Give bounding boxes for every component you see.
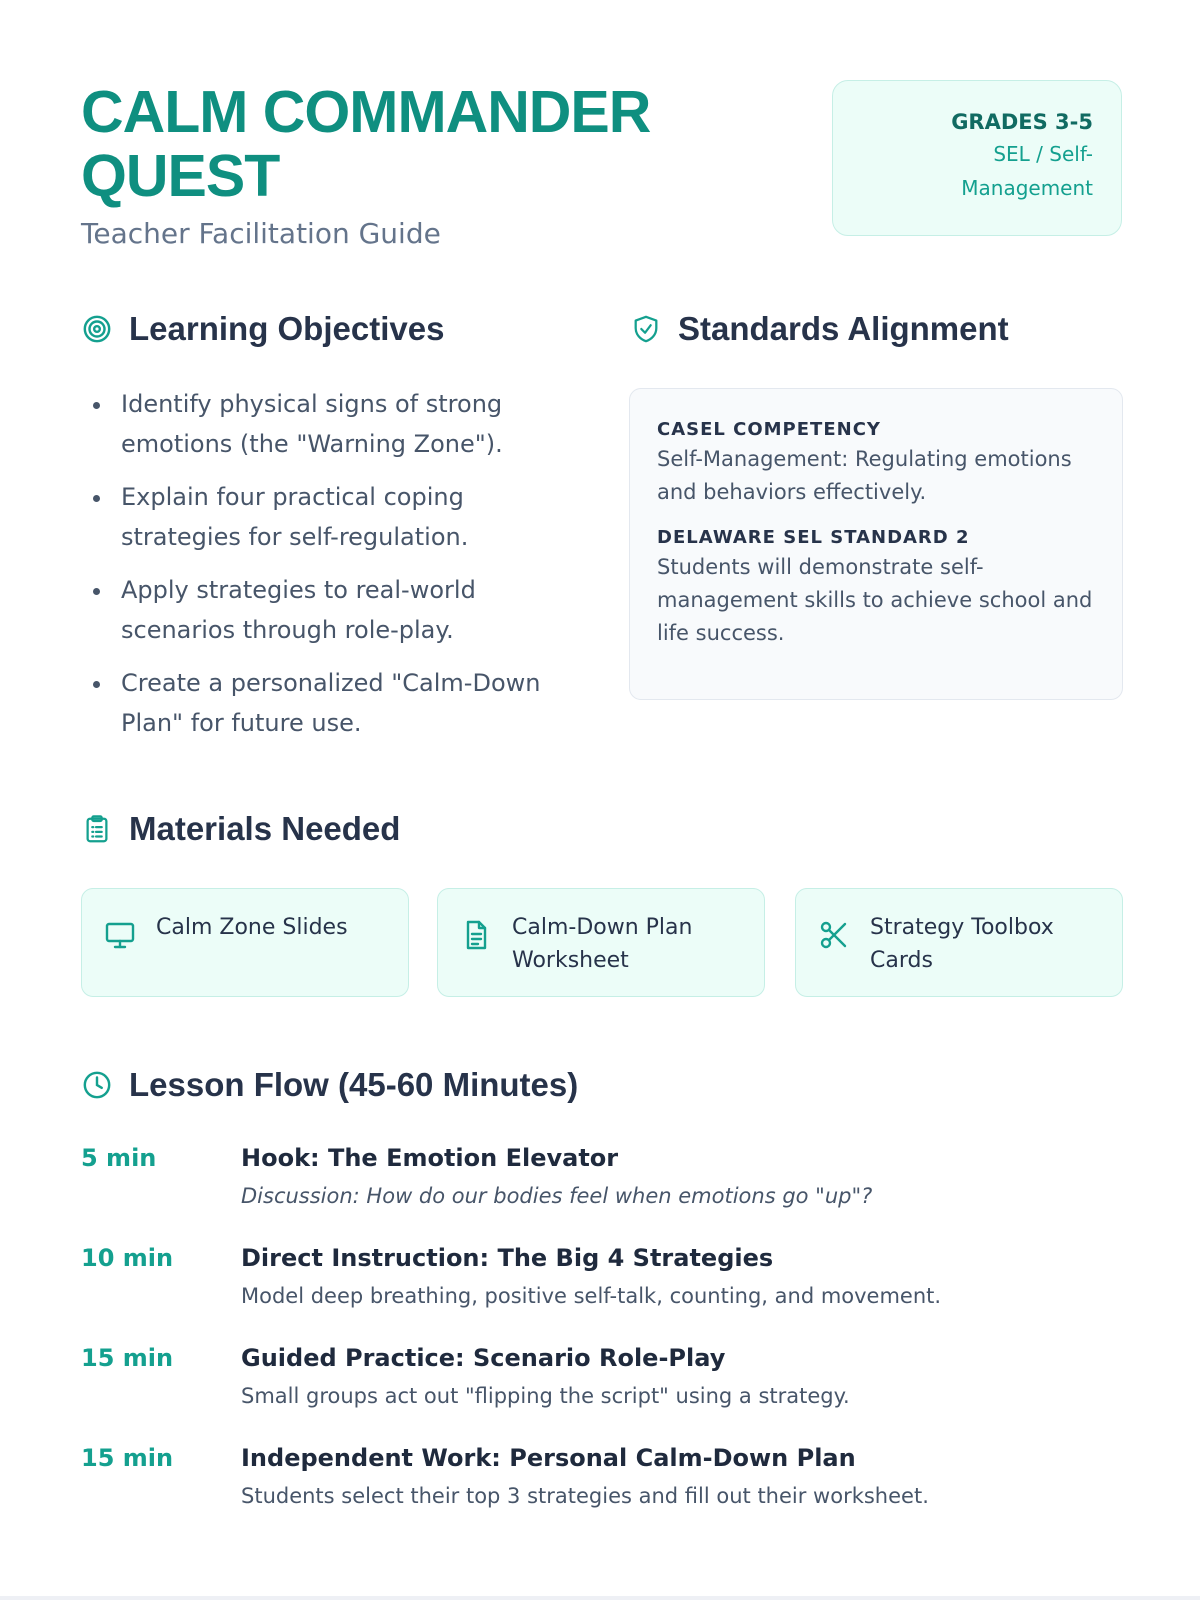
target-icon [81, 313, 113, 345]
standards-card [629, 388, 1123, 700]
flow-step-desc: Students select their top 3 strategies and fill out their worksheet. [241, 1484, 929, 1508]
header [81, 80, 1121, 260]
scissors-icon [816, 917, 852, 953]
materials-heading [81, 810, 400, 848]
flow-heading [81, 1066, 578, 1104]
material-card [81, 888, 409, 997]
page-title: CALM COMMANDER QUEST [81, 79, 651, 209]
flow-row [81, 1340, 1121, 1440]
standards-heading [630, 310, 1009, 348]
flow-row [81, 1440, 1121, 1540]
materials-title: Materials Needed [129, 810, 401, 847]
flow-step-title: Hook: The Emotion Elevator [241, 1144, 619, 1172]
list-item: Apply strategies to real-world scenarios through role-play. [86, 570, 586, 650]
flow-duration: 15 min [81, 1344, 174, 1372]
clipboard-icon [81, 813, 113, 845]
flow-duration: 5 min [81, 1144, 157, 1172]
list-item: Explain four practical coping strategies for self-regulation. [86, 477, 586, 557]
flow-duration: 10 min [81, 1244, 174, 1272]
flow-step-title: Direct Instruction: The Big 4 Strategies [241, 1244, 774, 1272]
page-subtitle: Teacher Facilitation Guide [81, 217, 441, 250]
flow-step-desc: Discussion: How do our bodies feel when emotions go "up"? [241, 1184, 873, 1208]
standard-text: Students will demonstrate self-management skills to achieve school and life success. [657, 555, 1093, 645]
flow-row [81, 1240, 1121, 1340]
standard-label: DELAWARE SEL STANDARD 2 [657, 527, 970, 548]
materials-list [81, 888, 1123, 997]
flow-step-title: Guided Practice: Scenario Role-Play [241, 1344, 726, 1372]
flow-row [81, 1140, 1121, 1240]
objectives-list [86, 384, 586, 756]
objectives-heading [81, 310, 444, 348]
flow-duration: 15 min [81, 1444, 174, 1472]
flow-title: Lesson Flow (45-60 Minutes) [129, 1066, 579, 1103]
grade-level: GRADES 3-5 [951, 110, 1093, 134]
material-label: Strategy Toolbox Cards [870, 915, 1054, 973]
flow-step-title: Independent Work: Personal Calm-Down Plan [241, 1444, 856, 1472]
flow-step-desc: Small groups act out "flipping the script" using a strategy. [241, 1384, 850, 1408]
shield-check-icon [630, 313, 662, 345]
list-item: Create a personalized "Calm-Down Plan" for future use. [86, 663, 586, 743]
grade-badge [832, 80, 1122, 236]
material-label: Calm Zone Slides [156, 915, 348, 940]
lesson-flow [81, 1140, 1121, 1540]
clock-icon [81, 1069, 113, 1101]
material-card [437, 888, 765, 997]
material-card [795, 888, 1123, 997]
standard-text: Self-Management: Regulating emotions and behaviors effectively. [657, 447, 1072, 504]
page-bottom-edge [0, 1596, 1200, 1600]
flow-step-desc: Model deep breathing, positive self-talk, counting, and movement. [241, 1284, 942, 1308]
subject-area: SEL / Self-Management [961, 142, 1093, 200]
material-label: Calm-Down Plan Worksheet [512, 915, 693, 973]
document-icon [458, 917, 494, 953]
list-item: Identify physical signs of strong emotions (the "Warning Zone"). [86, 384, 586, 464]
standard-label: CASEL COMPETENCY [657, 419, 881, 440]
standards-title: Standards Alignment [678, 310, 1009, 347]
objectives-title: Learning Objectives [129, 310, 445, 347]
monitor-icon [102, 917, 138, 953]
